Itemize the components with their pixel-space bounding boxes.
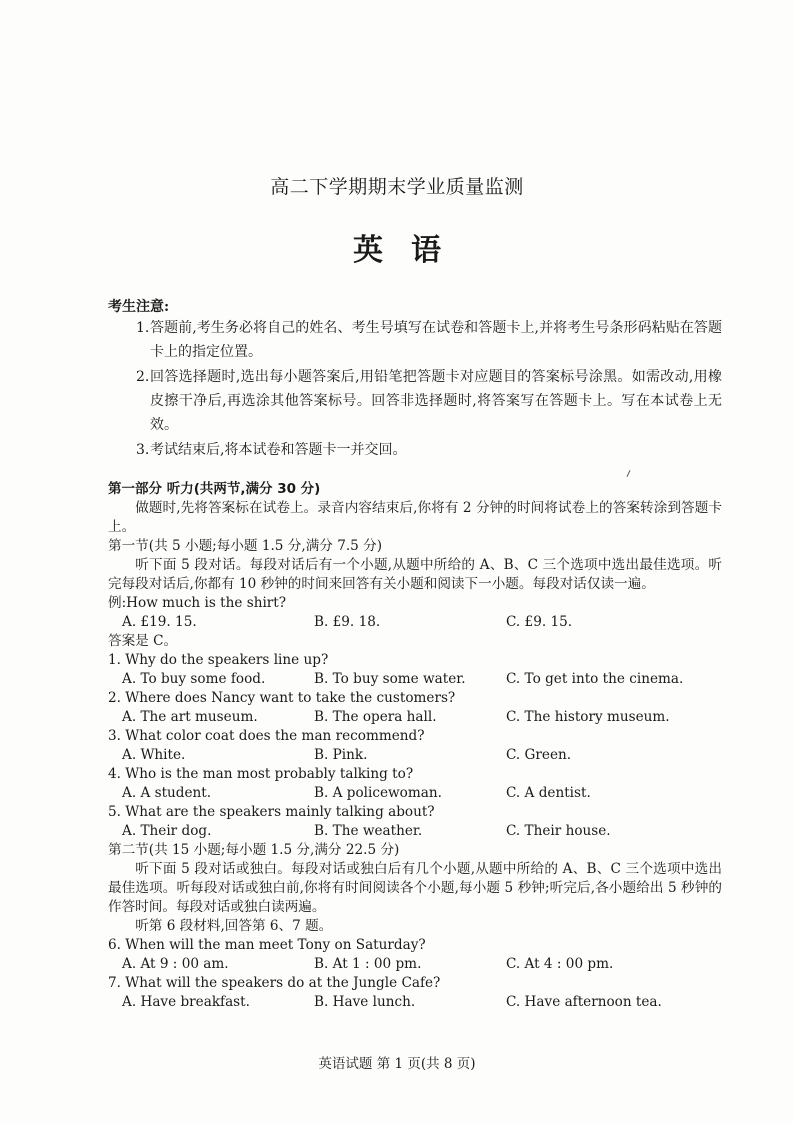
example-options: [108, 613, 722, 632]
option-a: A. White.: [122, 747, 186, 763]
question: 2. Where does Nancy want to take the customers?: [108, 690, 456, 706]
option-b: B. At 1 : 00 pm.: [314, 956, 422, 972]
question-options: [108, 670, 722, 689]
question-options: [108, 784, 722, 803]
part-title: 第一部分 听力(共两节,满分 30 分): [108, 481, 321, 497]
question: 7. What will the speakers do at the Jungle Cafe?: [108, 975, 441, 991]
option-a: A. Their dog.: [122, 823, 212, 839]
notice-item-text: 回答选择题时,选出每小题答案后,用铅笔把答题卡对应题目的答案标号涂黑。如需改动,用橡皮擦干净后,再选涂其他答案标号。回答非选择题时,将答案写在答题卡上。写在本试卷上无效。: [150, 369, 722, 433]
part-intro: 做题时,先将答案标在试卷上。录音内容结束后,你将有 2 分钟的时间将试卷上的答案转涂到答题卡上。: [108, 500, 722, 535]
notice-item: [136, 316, 722, 364]
question-options: [108, 993, 722, 1012]
question-options: [108, 708, 722, 727]
option-c: C. To get into the cinema.: [506, 671, 684, 687]
subject-title: 英语: [353, 233, 469, 268]
question: 6. When will the man meet Tony on Saturday?: [108, 937, 426, 953]
option-c: C. A dentist.: [506, 785, 591, 801]
option-a: A. To buy some food.: [122, 671, 266, 687]
exam-title: 高二下学期期末学业质量监测: [270, 176, 524, 198]
question-options: [108, 822, 722, 841]
page-footer: 英语试题 第 1 页(共 8 页): [318, 1056, 476, 1072]
question-options: [108, 955, 722, 974]
notice-item-text: 答题前,考生务必将自己的姓名、考生号填写在试卷和答题卡上,并将考生号条形码粘贴在答题卡上的指定位置。: [150, 320, 722, 360]
notice-item-number: 3.: [136, 442, 150, 458]
example-answer: 答案是 C。: [108, 633, 178, 649]
section-instructions: 听下面 5 段对话或独白。每段对话或独白后有几个小题,从题中所给的 A、B、C 三个选项中选出最佳选项。听每段对话或独白前,你将有时间阅读各个小题,每小题 5 秒钟;听完后,各小题给出 5 秒钟的作答时间。每段对话或独白读两遍。: [108, 861, 722, 915]
notice-list: [136, 316, 722, 463]
section-title: 第一节(共 5 小题;每小题 1.5 分,满分 7.5 分): [108, 538, 383, 554]
question: 1. Why do the speakers line up?: [108, 652, 329, 668]
material-note: 听第 6 段材料,回答第 6、7 题。: [135, 918, 333, 934]
option-c: C. £9. 15.: [506, 614, 573, 630]
option-a: A. At 9 : 00 am.: [122, 956, 229, 972]
notice-item: [136, 438, 722, 462]
notice-item: [136, 365, 722, 437]
example-question: 例:How much is the shirt?: [108, 595, 287, 611]
option-b: B. To buy some water.: [314, 671, 466, 687]
question: 3. What color coat does the man recommend?: [108, 728, 425, 744]
section-title: 第二节(共 15 小题;每小题 1.5 分,满分 22.5 分): [108, 842, 400, 858]
option-a: A. Have breakfast.: [122, 994, 250, 1010]
option-b: B. £9. 18.: [314, 614, 381, 630]
notice-item-text: 考试结束后,将本试卷和答题卡一并交回。: [150, 442, 407, 458]
option-c: C. Have afternoon tea.: [506, 994, 662, 1010]
option-b: B. A policewoman.: [314, 785, 442, 801]
stray-pen-mark: [627, 470, 631, 477]
option-b: B. The weather.: [314, 823, 423, 839]
option-a: A. The art museum.: [122, 709, 258, 725]
option-c: C. Green.: [506, 747, 572, 763]
question-options: [108, 746, 722, 765]
option-c: C. Their house.: [506, 823, 611, 839]
question: 5. What are the speakers mainly talking about?: [108, 804, 435, 820]
section-instructions: 听下面 5 段对话。每段对话后有一个小题,从题中所给的 A、B、C 三个选项中选出最佳选项。听完每段对话后,你都有 10 秒钟的时间来回答有关小题和阅读下一小题。每段对话仅读一遍。: [108, 557, 722, 592]
listening-part: [108, 480, 722, 1012]
notice-item-number: 1.: [136, 320, 150, 336]
notice-item-number: 2.: [136, 369, 150, 385]
option-b: B. Have lunch.: [314, 994, 416, 1010]
option-b: B. Pink.: [314, 747, 368, 763]
option-a: A. £19. 15.: [122, 614, 197, 630]
question: 4. Who is the man most probably talking to?: [108, 766, 414, 782]
notice-heading: 考生注意:: [108, 299, 170, 315]
option-c: C. The history museum.: [506, 709, 670, 725]
option-c: C. At 4 : 00 pm.: [506, 956, 614, 972]
option-b: B. The opera hall.: [314, 709, 437, 725]
option-a: A. A student.: [122, 785, 212, 801]
